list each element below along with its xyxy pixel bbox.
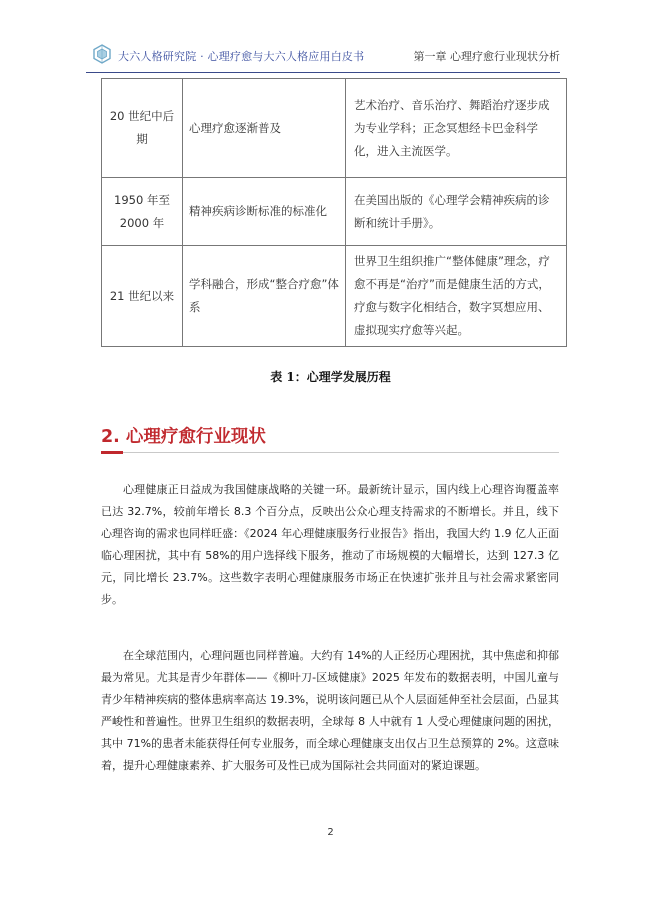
description-cell: 世界卫生组织推广“整体健康”理念，疗愈不再是“治疗”而是健康生活的方式，疗愈与数字化相结合，数字冥想应用、虚拟现实疗愈等兴起。 <box>346 246 567 347</box>
table-row <box>102 79 567 178</box>
body-paragraph: 心理健康正日益成为我国健康战略的关键一环。最新统计显示，国内线上心理咨询覆盖率已达 32.7%，较前年增长 8.3 个百分点，反映出公众心理支持需求的不断增长。并且，线下心理咨询的需求也同样旺盛：《2024 年心理健康服务行业报告》指出，我国大约 1.9 亿人正面临心理困扰，其中有 58%的用户选择线下服务，推动了市场规模的大幅增长，达到 127.3 亿元，同比增长 23.7%。这些数字表明心理健康服务市场正在快速扩张并且与社会需求紧密同步。 <box>101 483 559 606</box>
era-cell: 1950 年至 2000 年 <box>102 178 183 246</box>
event-cell: 心理疗愈逐渐普及 <box>183 79 346 178</box>
body-paragraph: 在全球范围内，心理问题也同样普遍。大约有 14%的人正经历心理困扰，其中焦虑和抑郁最为常见。尤其是青少年群体——《柳叶刀-区域健康》2025 年发布的数据表明，中国儿童与青少年精神疾病的整体患病率高达 19.3%，说明该问题已从个人层面延伸至社会层面，凸显其严峻性和普遍性。世界卫生组织的数据表明，全球每 8 人中就有 1 人受心理健康问题的困扰，其中 71%的患者未能获得任何专业服务，而全球心理健康支出仅占卫生总预算的 2%。这意味着，提升心理健康素养、扩大服务可及性已成为国际社会共同面对的紧迫课题。 <box>101 649 559 772</box>
section-accent-bar <box>101 451 123 454</box>
event-cell: 精神疾病诊断标准的标准化 <box>183 178 346 246</box>
logo-icon <box>92 44 112 64</box>
event-cell: 学科融合，形成“整合疗愈”体系 <box>183 246 346 347</box>
description-cell: 艺术治疗、音乐治疗、舞蹈治疗逐步成为专业学科；正念冥想经卡巴金科学化，进入主流医学。 <box>346 79 567 178</box>
era-cell: 21 世纪以来 <box>102 246 183 347</box>
history-table <box>101 78 567 347</box>
table-row <box>102 178 567 246</box>
table-row <box>102 246 567 347</box>
era-cell: 20 世纪中后期 <box>102 79 183 178</box>
section-title: 2. 心理疗愈行业现状 <box>101 427 266 447</box>
table-caption: 表 1：心理学发展历程 <box>270 370 391 384</box>
chapter-title: 第一章 心理疗愈行业现状分析 <box>413 50 560 63</box>
section-divider <box>101 452 559 453</box>
page-number: 2 <box>327 827 334 838</box>
page-header <box>86 38 560 73</box>
description-cell: 在美国出版的《心理学会精神疾病的诊断和统计手册》。 <box>346 178 567 246</box>
header-title: 大六人格研究院 · 心理疗愈与大六人格应用白皮书 <box>118 50 365 63</box>
